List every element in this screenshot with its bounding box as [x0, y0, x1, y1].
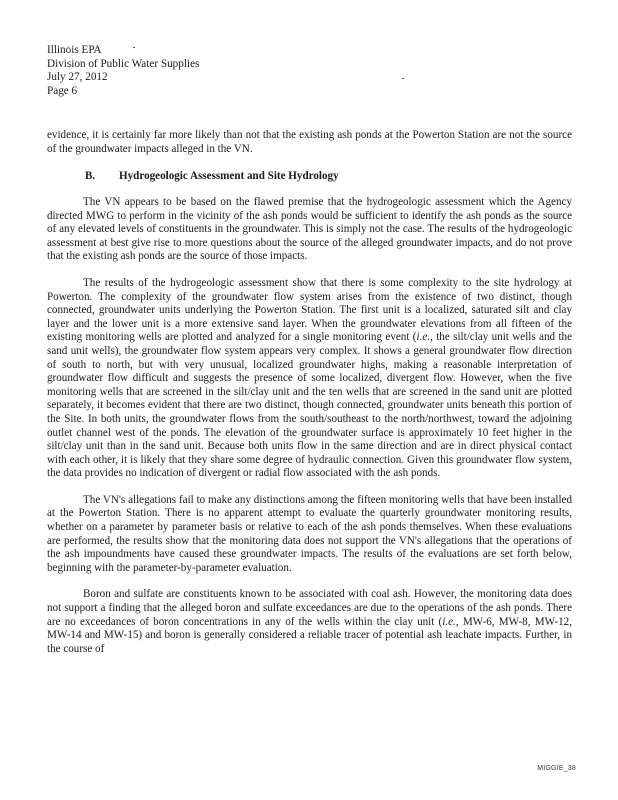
header-date: July 27, 2012 [47, 71, 108, 84]
paragraph-text: Boron and sulfate are constituents known to be associated with coal ash. However, the monitoring data does not support a finding that the alleged boron and sulfate exceedances are due to the operations of the ash ponds. There are no exceedances of boron concentrations in any of the wells within the clay unit ( [47, 588, 572, 628]
letter-header [47, 44, 199, 98]
scan-speck [133, 47, 135, 48]
scan-speck [402, 78, 404, 79]
paragraph-flawed-premise: The VN appears to be based on the flawed premise that the hydrogeologic assessment which the Agency directed MWG to perform in the vicinity of the ash ponds would be sufficient to identify the ash ponds as the source of any elevated levels of constituents in the groundwater. This is simply not the case. The results of the hydrogeologic assessment at best give rise to more questions about the source of the alleged groundwater impacts, and do not prove that the existing ash ponds are the source of those impacts. [47, 196, 572, 263]
paragraph-boron-sulfate [47, 588, 572, 656]
paragraph-text: , MW-6, MW-8, MW-12, MW-14 and MW-15) and boron is generally considered a reliable tracer of potential ash leachate impacts. Further, in the course of [47, 615, 572, 655]
section-letter: B. [85, 170, 96, 182]
section-body [47, 196, 572, 669]
italic-abbreviation: i.e. [442, 615, 456, 628]
header-agency: Illinois EPA [47, 44, 102, 56]
header-division: Division of Public Water Supplies [47, 57, 200, 70]
paragraph-site-hydrology [47, 277, 572, 481]
intro-paragraph: evidence, it is certainly far more likely than not that the existing ash ponds at the Powerton Station are not the source of the groundwater impacts alleged in the VN. [47, 129, 572, 155]
paragraph-text: , the silt/clay unit wells and the sand unit wells), the groundwater flow system appears very complex. It shows a general groundwater flow direction of south to north, but with very unusual, localized groundwater highs, making a reasonable interpretation of groundwater flow difficult and suggests the presence of some localized, divergent flow. However, when the five monitoring wells that are screened in the silt/clay unit and the ten wells that are screened in the sand unit are plotted separately, it becomes evident that there are two distinct, though connected, groundwater units beneath this portion of the Site. In both units, the groundwater flows from the south/southeast to the north/northwest, toward the adjoining outlet channel west of the ponds. The elevation of the groundwater surface is approximately 10 feet higher in the silt/clay unit than in the sand unit. Because both units flow in the same direction and are in direct physical contact with each other, it is likely that they share some degree of hydraulic connection. Given this groundwater flow system, the data provides no indication of divergent or radial flow associated with the ash ponds. [47, 331, 572, 480]
paragraph-vn-allegations: The VN's allegations fail to make any distinctions among the fifteen monitoring wells that have been installed at the Powerton Station. There is no apparent attempt to evaluate the quarterly groundwater monitoring results, whether on a parameter by parameter basis or relative to each of the ash ponds themselves. When these evaluations are performed, the results show that the monitoring data does not support the VN's allegations that the operations of the ash impoundments have caused these groundwater impacts. The results of the evaluations are set forth below, beginning with the parameter-by-parameter evaluation. [47, 493, 572, 574]
intro-block [47, 129, 572, 169]
header-page-number: Page 6 [47, 84, 78, 97]
section-heading [85, 170, 339, 184]
paragraph-text: The results of the hydrogeologic assessment show that there is some complexity to the site hydrology at Powerton. The complexity of the groundwater flow system arises from the existence of two distinct, though connected, groundwater units underlying the Powerton Station. The first unit is a localized, saturated silt and clay layer and the lower unit is a more extensive sand layer. When the groundwater elevations from all fifteen of the existing monitoring wells are plotted and analyzed for a single monitoring event ( [47, 276, 572, 344]
section-title: Hydrogeologic Assessment and Site Hydrology [119, 170, 339, 182]
bates-stamp: MIGGIE_38 [537, 765, 576, 773]
italic-abbreviation: i.e. [416, 331, 431, 344]
